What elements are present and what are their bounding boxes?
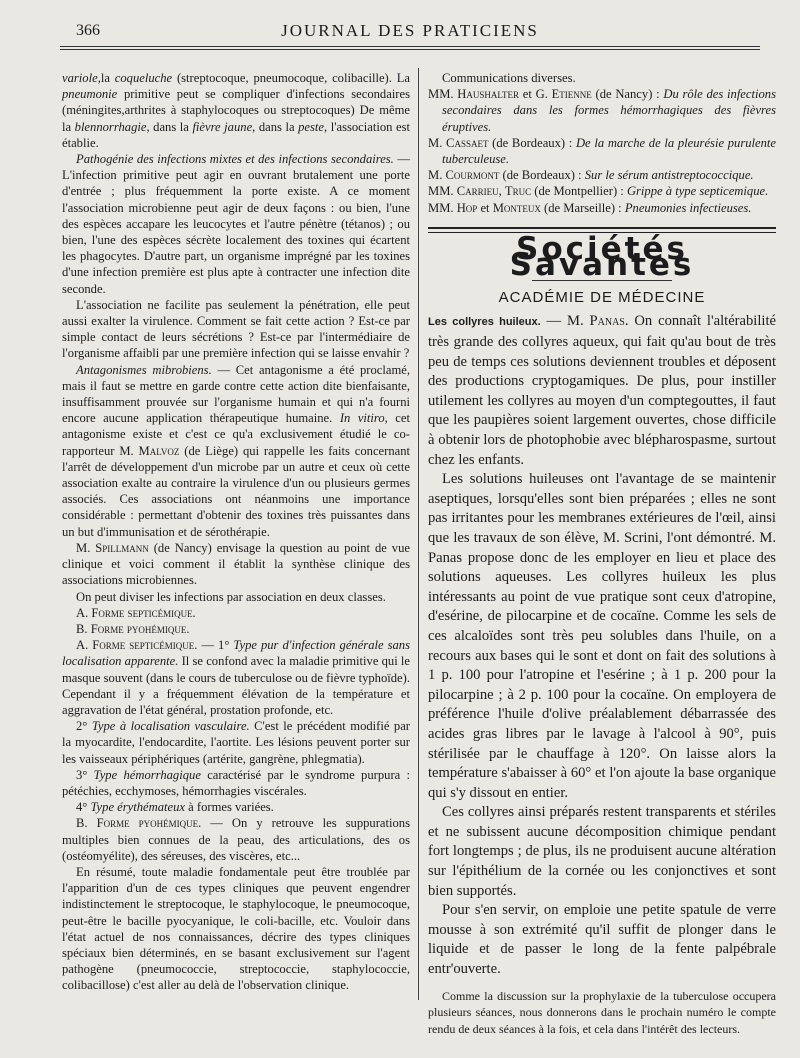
left-paragraph-8: A. Forme septicémique. — 1° Type pur d'infection générale sans localisation apparente. Il se confond avec la maladie primitive qui le masque souvent (dans le cours de tuberculose ou de fièvre typhoïde). Cependant il y a fréquemment élévation de la température et aggravation de l'état général, prostation profonde, etc. [62,638,410,717]
communication-entry-0: Communications diverses. [442,71,576,85]
left-paragraph-7: B. Forme pyohémique. [76,621,190,636]
left-paragraph-13: En résumé, toute maladie fondamentale peut être troublée par l'apparition d'un de ces types cliniques que peuvent engendrer indistinctement le streptocoque, le staphylocoque, le pneumocoque, peut-être le bacille pyocyanique, le coli-bacille, etc. Vouloir dans l'état actuel de nos connaissances, décrire des types cliniques spéciaux bien déterminés, en se basant exclusivement sur l'agent pathogène (pneumococcie, streptococcie, staphylococcie, colibacillose) c'est aller au delà de l'observation clinique. [62,864,410,993]
article-body [428,312,776,979]
article-paragraph-3: Pour s'en servir, on emploie une petite spatule de verre mousse à son extrémité qu'il suffit de plonger dans le liquide et de passer le long de la fente palpébrale entr'ouverte. [428,902,776,978]
article-paragraph-1: Les solutions huileuses ont l'avantage de se maintenir aseptiques, lorsqu'elles sont bien préparées ; elles ne sont pas irritantes pour les membranes extérieures de l'œil, ainsi que les travaux de son élève, M. Scrini, l'ont démontré. M. Panas propose donc de les employer en lieu et place des solutions aqueuses. Les collyres huileux les plus intéressants au point de vue pratique sont ceux d'atropine, d'esérine, de pilocarpine et de cocaïne. Comme les sels de ces alcaloïdes sont très peu solubles dans l'huile, on a recours aux bases qui le sont et dont on fait des solutions à 1 p. 100 pour l'atropine et l'esérine ; à 1 p. 200 pour la pilocarpine ; à 2 p. 100 pour la cocaïne. On employera de préférence l'huile d'olive préalablement débarrassée des acides gras libres par le lavage à l'alcool à 90°, puis stérilisée par le chauffage à 120°. On laisse alors la température s'abaisser à 60° et l'on ajoute la base organique qui s'y dissout en entier. [428,471,776,801]
left-paragraph-12: B. Forme pyohémique. — On y retrouve les suppurations multiples bien connues de la peau, des articulations, des os (ostéomyélite), des séreuses, des viscères, etc... [62,816,410,863]
subsection-title: ACADÉMIE DE MÉDECINE [498,289,706,307]
left-paragraph-2: L'association ne facilite pas seulement la pénétration, elle peut aussi exalter la virulence. Comment se fait cette action ? Est-ce par simple contact de leurs sécrétions ? Est-ce par l'intermédiaire de l'organisme affaibli par une première infection qui se laisse envahir ? [62,297,410,361]
closing-note: Comme la discussion sur la prophylaxie de la tuberculose occupera plusieurs séances, nous donnerons dans le prochain numéro le compte rendu de deux séances à la fois, et cela dans l'intérêt des lecteurs. [428,988,776,1036]
article-paragraph-0: Les collyres huileux. — M. Panas. On connaît l'altérabilité très grande des collyres aqueux, qui fait qu'au bout de très peu de temps ces solutions deviennent troubles et déposent des productions cryptogamiques. De plus, pour instiller utilement les collyres au moyen d'un comptegouttes, il faut que les paupières soient largement ouvertes, chose difficile à obtenir lors de photophobie avec blépharospasme, surtout chez les enfants. [428,313,776,468]
page-header [60,20,760,47]
section-title: Sociétés Savantes [509,230,695,284]
communication-entry-3: M. Courmont (de Bordeaux) : Sur le sérum antistreptococcique. [428,168,754,183]
left-paragraph-1: Pathogénie des infections mixtes et des infections secondaires. — L'infection primitive peut agir en ouvrant brutalement une porte d'entrée ; plus fréquemment la porte existe. A ce moment l'association microbienne peut agir de deux façons : ou bien, l'une des espèces accapare les leucocytes et l'autre pénètre (tétanos) ; ou bien, l'une des espèces sécrète localement des toxines qui écartent les phagocytes. D'autre part, un organisme imprégné par les toxines d'une infection première est plus apte à contracter une infection dite seconde. [62,152,410,296]
communications-list [428,70,776,216]
right-column [428,70,776,1037]
communication-entry-2: M. Cassaet (de Bordeaux) : De la marche de la pleurésie purulente tuberculeuse. [428,135,776,167]
article-paragraph-2: Ces collyres ainsi préparés restent transparents et stériles et ne subissent aucune décomposition chimique pendant fort longtemps ; de plus, ils ne produisent aucune altération sur l'épithélium de la cornée ou les conjonctives et sont bien supportés. [428,804,776,899]
left-column [62,70,410,994]
journal-title: JOURNAL DES PRATICIENS [281,21,539,40]
left-paragraph-5: On peut diviser les infections par association en deux classes. [76,589,386,604]
left-paragraph-0: variole,la coqueluche (streptocoque, pneumocoque, colibacille). La pneumonie primitive peut se compliquer d'infections secondaires (méningites,arthrites à staphylocoques ou streptocoques) De même la blennorrhagie, dans la fièvre jaune, dans la peste, l'association est établie. [62,71,410,150]
left-paragraph-9: 2° Type à localisation vasculaire. C'est le précédent modifié par la myocardite, l'endocardite, l'aortite. Les lésions peuvent porter sur les vaisseaux périphériques (artérite, gangrène, phlegmatia). [62,719,410,766]
left-paragraph-3: Antagonismes mibrobiens. — Cet antagonisme a été proclamé, mais il faut se mettre en garde contre cette action dite bienfaisante, insuffisamment prouvée sur l'organisme humain et qui n'a fourni encore aucune application thérapeutique humaine. In vitiro, cet antagonisme existe et c'est ce qu'a exclusivement étudié le co-rapporteur M. Malvoz (de Liège) qui rappelle les faits concernant l'arrêt de développement d'un microbe par un autre et ceux où cette association exalte au contraire la virulence d'un ou plusieurs germes associés. Ces associations ont néanmoins une importance considérable : permettant d'obtenir des toxines très puissantes dans un but d'immunisation et de sérothérapie. [62,362,411,539]
column-divider [418,68,419,1000]
communication-entry-1: MM. Haushalter et G. Etienne (de Nancy) : Du rôle des infections secondaires dans les formes hémorrhagiques des fièvres éruptives. [428,87,776,134]
page-number: 366 [76,22,100,39]
left-paragraph-11: 4° Type érythémateux à formes variées. [76,800,274,815]
left-paragraph-6: A. Forme septicémique. [76,605,196,620]
communication-entry-4: MM. Carrieu, Truc (de Montpellier) : Grippe à type septicemique. [428,184,769,199]
left-paragraph-10: 3° Type hémorrhagique caractérisé par le syndrome purpura : pétéchies, ecchymoses, hémorrhagies viscérales. [62,767,411,798]
left-paragraph-4: M. Spillmann (de Nancy) envisage la question au point de vue clinique et voici comment il établit la synthèse clinique des associations microbiennes. [62,540,410,588]
communication-entry-5: MM. Hop et Monteux (de Marseille) : Pneumonies infectieuses. [428,200,752,215]
